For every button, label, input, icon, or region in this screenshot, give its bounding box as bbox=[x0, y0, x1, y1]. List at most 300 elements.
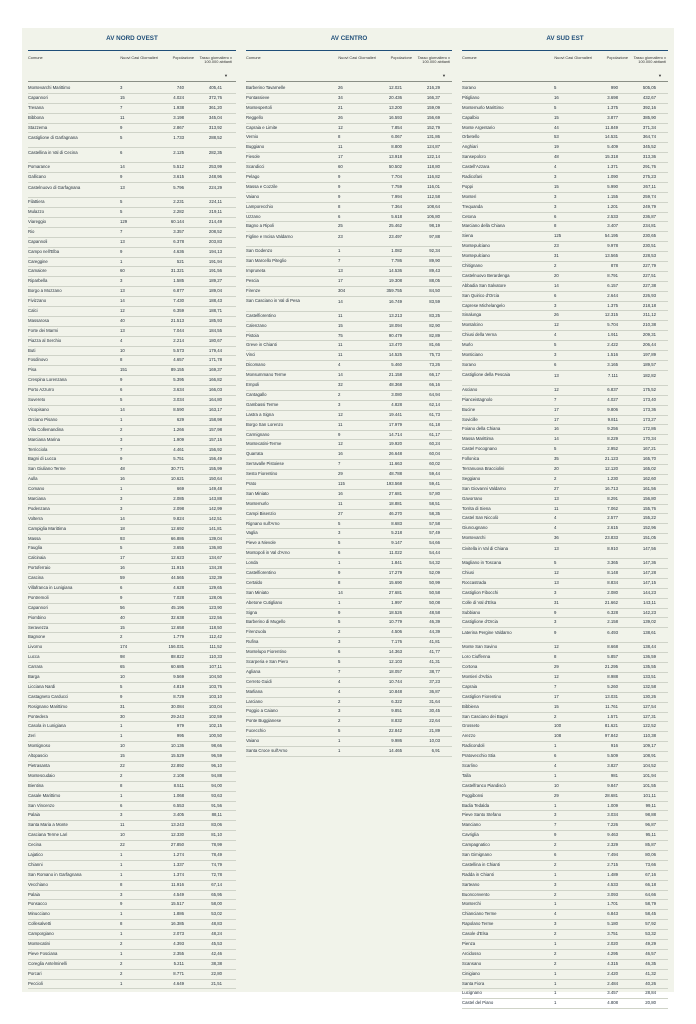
table-row[interactable] bbox=[246, 267, 452, 277]
table-row[interactable] bbox=[462, 663, 668, 673]
table-row[interactable] bbox=[462, 752, 668, 762]
table-row[interactable] bbox=[462, 242, 668, 252]
table-row[interactable] bbox=[462, 292, 668, 302]
table-row[interactable] bbox=[462, 514, 668, 524]
table-row[interactable] bbox=[462, 772, 668, 782]
table-row[interactable] bbox=[246, 371, 452, 381]
table-row[interactable] bbox=[462, 272, 668, 282]
table-row[interactable] bbox=[28, 173, 236, 183]
table-row[interactable] bbox=[28, 133, 236, 148]
table-row[interactable] bbox=[28, 356, 236, 366]
table-row[interactable] bbox=[28, 604, 236, 614]
table-row[interactable] bbox=[462, 406, 668, 416]
table-row[interactable] bbox=[28, 406, 236, 416]
table-row[interactable] bbox=[28, 564, 236, 574]
table-row[interactable] bbox=[28, 594, 236, 604]
table-row[interactable] bbox=[462, 579, 668, 589]
table-row[interactable] bbox=[28, 94, 236, 104]
table-row[interactable] bbox=[246, 589, 452, 599]
table-row[interactable] bbox=[462, 673, 668, 683]
cell-comune: Bagno a Ripoli bbox=[246, 223, 274, 229]
table-row[interactable] bbox=[246, 104, 452, 114]
table-row[interactable] bbox=[462, 495, 668, 505]
table-row[interactable] bbox=[246, 688, 452, 698]
table-row[interactable] bbox=[246, 401, 452, 411]
sort-desc-icon[interactable]: ▼ bbox=[658, 73, 662, 78]
table-row[interactable] bbox=[28, 574, 236, 584]
table-row[interactable] bbox=[28, 703, 236, 713]
table-row[interactable] bbox=[28, 792, 236, 802]
table-row[interactable] bbox=[246, 94, 452, 104]
table-row[interactable] bbox=[462, 960, 668, 970]
table-row[interactable] bbox=[28, 900, 236, 910]
cell-popolazione: 9.851 bbox=[391, 708, 402, 714]
table-row[interactable] bbox=[28, 396, 236, 406]
table-row[interactable] bbox=[246, 460, 452, 470]
table-row[interactable] bbox=[28, 218, 236, 228]
table-row[interactable] bbox=[462, 485, 668, 495]
cell-tasso: 171,78 bbox=[208, 357, 222, 363]
table-row[interactable] bbox=[246, 678, 452, 688]
table-row[interactable] bbox=[28, 366, 236, 376]
table-row[interactable] bbox=[462, 445, 668, 455]
table-row[interactable] bbox=[462, 94, 668, 104]
table-row[interactable] bbox=[246, 351, 452, 361]
table-row[interactable] bbox=[462, 821, 668, 831]
table-row[interactable] bbox=[462, 831, 668, 841]
table-row[interactable] bbox=[28, 693, 236, 703]
table-row[interactable] bbox=[462, 693, 668, 703]
table-row[interactable] bbox=[28, 475, 236, 485]
table-row[interactable] bbox=[246, 257, 452, 267]
table-row[interactable] bbox=[246, 222, 452, 232]
table-row[interactable] bbox=[462, 173, 668, 183]
cell-nuovi-casi: 12 bbox=[338, 441, 343, 447]
table-row[interactable] bbox=[28, 386, 236, 396]
table-row[interactable] bbox=[28, 183, 236, 198]
table-row[interactable] bbox=[246, 727, 452, 737]
table-row[interactable] bbox=[462, 653, 668, 663]
table-row[interactable] bbox=[246, 232, 452, 247]
table-row[interactable] bbox=[246, 648, 452, 658]
cell-popolazione: 8.791 bbox=[607, 272, 618, 278]
table-row[interactable] bbox=[462, 163, 668, 173]
table-row[interactable] bbox=[462, 524, 668, 534]
table-row[interactable] bbox=[246, 247, 452, 257]
table-row[interactable] bbox=[246, 193, 452, 203]
table-row[interactable] bbox=[246, 361, 452, 371]
table-row[interactable] bbox=[462, 881, 668, 891]
table-row[interactable] bbox=[462, 792, 668, 802]
table-row[interactable] bbox=[462, 351, 668, 361]
table-row[interactable] bbox=[28, 376, 236, 386]
table-row[interactable] bbox=[246, 391, 452, 401]
table-row[interactable] bbox=[28, 624, 236, 634]
table-row[interactable] bbox=[462, 252, 668, 262]
table-row[interactable] bbox=[246, 332, 452, 342]
table-row[interactable] bbox=[246, 312, 452, 322]
table-row[interactable] bbox=[28, 258, 236, 268]
table-row[interactable] bbox=[462, 425, 668, 435]
table-row[interactable] bbox=[462, 891, 668, 901]
cell-popolazione: 7.176 bbox=[391, 639, 402, 645]
table-row[interactable] bbox=[28, 861, 236, 871]
cell-popolazione: 21.662 bbox=[604, 599, 618, 605]
table-row[interactable] bbox=[246, 287, 452, 297]
table-row[interactable] bbox=[462, 732, 668, 742]
table-row[interactable] bbox=[462, 643, 668, 653]
cell-nuovi-casi: 17 bbox=[338, 278, 343, 284]
table-row[interactable] bbox=[28, 851, 236, 861]
cell-comune: Marciano della Chiana bbox=[462, 223, 505, 229]
cell-tasso: 45,53 bbox=[211, 941, 222, 947]
table-row[interactable] bbox=[246, 707, 452, 717]
sort-desc-icon[interactable]: ▼ bbox=[442, 73, 446, 78]
table-row[interactable] bbox=[28, 970, 236, 980]
cell-tasso: 78,49 bbox=[211, 852, 222, 858]
table-row[interactable] bbox=[462, 851, 668, 861]
cell-tasso: 28,84 bbox=[645, 990, 656, 996]
table-row[interactable] bbox=[462, 213, 668, 223]
table-row[interactable] bbox=[462, 861, 668, 871]
table-row[interactable] bbox=[462, 742, 668, 752]
table-row[interactable] bbox=[28, 426, 236, 436]
table-row[interactable] bbox=[246, 628, 452, 638]
table-row[interactable] bbox=[246, 737, 452, 747]
table-row[interactable] bbox=[462, 569, 668, 579]
table-row[interactable] bbox=[462, 989, 668, 999]
table-row[interactable] bbox=[462, 841, 668, 851]
table-row[interactable] bbox=[28, 821, 236, 831]
table-row[interactable] bbox=[246, 450, 452, 460]
cell-popolazione: 13.031 bbox=[604, 693, 618, 699]
table-row[interactable] bbox=[28, 742, 236, 752]
table-row[interactable] bbox=[462, 193, 668, 203]
table-row[interactable] bbox=[462, 802, 668, 812]
cell-nuovi-casi: 13 bbox=[554, 579, 559, 585]
table-row[interactable] bbox=[462, 940, 668, 950]
table-row[interactable] bbox=[28, 455, 236, 465]
table-row[interactable] bbox=[28, 614, 236, 624]
table-row[interactable] bbox=[462, 262, 668, 272]
table-row[interactable] bbox=[28, 228, 236, 238]
cell-comune: Montieri d'Arbia bbox=[462, 673, 492, 679]
table-row[interactable] bbox=[462, 465, 668, 475]
table-row[interactable] bbox=[28, 881, 236, 891]
cell-popolazione: 2.577 bbox=[607, 515, 618, 521]
table-row[interactable] bbox=[462, 900, 668, 910]
table-row[interactable] bbox=[246, 569, 452, 579]
table-row[interactable] bbox=[246, 153, 452, 163]
table-row[interactable] bbox=[462, 222, 668, 232]
table-row[interactable] bbox=[462, 203, 668, 213]
table-row[interactable] bbox=[246, 668, 452, 678]
table-row[interactable] bbox=[462, 722, 668, 732]
table-row[interactable] bbox=[28, 920, 236, 930]
table-row[interactable] bbox=[28, 148, 236, 163]
table-row[interactable] bbox=[246, 520, 452, 530]
table-row[interactable] bbox=[462, 475, 668, 485]
cell-nuovi-casi: 5 bbox=[554, 104, 557, 110]
table-row[interactable] bbox=[462, 84, 668, 94]
table-row[interactable] bbox=[462, 435, 668, 445]
cell-tasso: 152,79 bbox=[426, 124, 440, 130]
table-row[interactable] bbox=[28, 114, 236, 124]
table-row[interactable] bbox=[246, 143, 452, 153]
table-row[interactable] bbox=[462, 950, 668, 960]
table-row[interactable] bbox=[28, 124, 236, 134]
table-row[interactable] bbox=[246, 213, 452, 223]
table-row[interactable] bbox=[462, 114, 668, 124]
table-row[interactable] bbox=[28, 930, 236, 940]
table-row[interactable] bbox=[28, 673, 236, 683]
table-row[interactable] bbox=[246, 529, 452, 539]
table-row[interactable] bbox=[28, 663, 236, 673]
cell-nuovi-casi: 11 bbox=[338, 312, 343, 318]
cell-nuovi-casi: 4 bbox=[338, 678, 341, 684]
table-row[interactable] bbox=[28, 841, 236, 851]
table-row[interactable] bbox=[28, 248, 236, 258]
table-row[interactable] bbox=[462, 416, 668, 426]
cell-popolazione: 17.279 bbox=[388, 569, 402, 575]
table-row[interactable] bbox=[28, 831, 236, 841]
table-row[interactable] bbox=[28, 327, 236, 337]
table-row[interactable] bbox=[462, 133, 668, 143]
table-row[interactable] bbox=[246, 277, 452, 287]
cell-nuovi-casi: 7 bbox=[338, 258, 341, 264]
table-row[interactable] bbox=[28, 465, 236, 475]
table-row[interactable] bbox=[462, 980, 668, 990]
table-row[interactable] bbox=[246, 133, 452, 143]
table-row[interactable] bbox=[246, 203, 452, 213]
table-row[interactable] bbox=[462, 104, 668, 114]
table-row[interactable] bbox=[28, 950, 236, 960]
table-row[interactable] bbox=[462, 361, 668, 371]
table-row[interactable] bbox=[28, 811, 236, 821]
table-row[interactable] bbox=[462, 920, 668, 930]
table-row[interactable] bbox=[246, 114, 452, 124]
table-row[interactable] bbox=[462, 143, 668, 153]
cell-tasso: 46,39 bbox=[429, 619, 440, 625]
table-row[interactable] bbox=[246, 124, 452, 134]
cell-comune: San Romano in Garfagnana bbox=[28, 871, 82, 877]
table-row[interactable] bbox=[462, 871, 668, 881]
table-row[interactable] bbox=[246, 658, 452, 668]
table-row[interactable] bbox=[246, 440, 452, 450]
cell-nuovi-casi: 13 bbox=[554, 372, 559, 378]
table-row[interactable] bbox=[246, 341, 452, 351]
table-row[interactable] bbox=[28, 643, 236, 653]
table-row[interactable] bbox=[462, 599, 668, 609]
table-row[interactable] bbox=[462, 703, 668, 713]
table-row[interactable] bbox=[28, 544, 236, 554]
table-row[interactable] bbox=[462, 713, 668, 723]
table-row[interactable] bbox=[462, 618, 668, 628]
table-row[interactable] bbox=[246, 539, 452, 549]
table-row[interactable] bbox=[28, 505, 236, 515]
cell-tasso: 189,57 bbox=[642, 361, 656, 367]
table-row[interactable] bbox=[28, 940, 236, 950]
cell-nuovi-casi: 35 bbox=[554, 456, 559, 462]
table-row[interactable] bbox=[246, 297, 452, 312]
table-row[interactable] bbox=[462, 589, 668, 599]
table-row[interactable] bbox=[28, 960, 236, 970]
table-row[interactable] bbox=[246, 84, 452, 94]
table-row[interactable] bbox=[462, 609, 668, 619]
table-row[interactable] bbox=[462, 811, 668, 821]
table-row[interactable] bbox=[462, 153, 668, 163]
table-row[interactable] bbox=[246, 500, 452, 510]
cell-tasso: 155,22 bbox=[642, 515, 656, 521]
table-row[interactable] bbox=[462, 232, 668, 242]
table-row[interactable] bbox=[28, 762, 236, 772]
table-row[interactable] bbox=[462, 341, 668, 351]
table-row[interactable] bbox=[28, 495, 236, 505]
cell-nuovi-casi: 22 bbox=[120, 763, 125, 768]
table-row[interactable] bbox=[246, 510, 452, 520]
cell-popolazione: 21.158 bbox=[388, 372, 402, 378]
table-row[interactable] bbox=[246, 480, 452, 490]
table-row[interactable] bbox=[28, 347, 236, 357]
table-row[interactable] bbox=[28, 446, 236, 456]
sort-desc-icon[interactable]: ▼ bbox=[224, 73, 228, 78]
table-row[interactable] bbox=[246, 421, 452, 431]
table-row[interactable] bbox=[462, 282, 668, 292]
table-row[interactable] bbox=[462, 124, 668, 134]
cell-comune: San Godenzo bbox=[246, 248, 273, 254]
table-row[interactable] bbox=[462, 386, 668, 396]
table-row[interactable] bbox=[462, 455, 668, 465]
table-row[interactable] bbox=[28, 653, 236, 663]
table-row[interactable] bbox=[246, 609, 452, 619]
cell-tasso: 41,32 bbox=[645, 970, 656, 976]
table-row[interactable] bbox=[246, 747, 452, 757]
table-row[interactable] bbox=[462, 762, 668, 772]
table-row[interactable] bbox=[246, 173, 452, 183]
table-row[interactable] bbox=[462, 331, 668, 341]
table-row[interactable] bbox=[28, 772, 236, 782]
table-row[interactable] bbox=[28, 732, 236, 742]
table-row[interactable] bbox=[28, 198, 236, 208]
table-row[interactable] bbox=[28, 297, 236, 307]
table-row[interactable] bbox=[28, 752, 236, 762]
table-row[interactable] bbox=[28, 554, 236, 564]
table-row[interactable] bbox=[246, 717, 452, 727]
cell-tasso: 157,15 bbox=[208, 436, 222, 442]
table-row[interactable] bbox=[462, 534, 668, 544]
header-comune: Comune bbox=[28, 55, 43, 60]
table-row[interactable] bbox=[462, 321, 668, 331]
table-row[interactable] bbox=[28, 337, 236, 347]
cell-comune: Santa Fiora bbox=[462, 980, 485, 986]
table-row[interactable] bbox=[462, 782, 668, 792]
table-row[interactable] bbox=[246, 431, 452, 441]
table-row[interactable] bbox=[246, 599, 452, 609]
table-row[interactable] bbox=[462, 683, 668, 693]
table-row[interactable] bbox=[462, 910, 668, 920]
table-row[interactable] bbox=[28, 980, 236, 990]
table-row[interactable] bbox=[28, 535, 236, 545]
table-row[interactable] bbox=[28, 713, 236, 723]
cell-popolazione: 9.569 bbox=[173, 673, 184, 679]
cell-popolazione: 97.842 bbox=[604, 733, 618, 739]
table-row[interactable] bbox=[28, 208, 236, 218]
cell-nuovi-casi: 1 bbox=[554, 990, 557, 996]
cell-nuovi-casi: 9 bbox=[554, 630, 557, 636]
table-row[interactable] bbox=[246, 559, 452, 569]
table-row[interactable] bbox=[462, 311, 668, 321]
table-row[interactable] bbox=[28, 307, 236, 317]
table-row[interactable] bbox=[28, 584, 236, 594]
table-row[interactable] bbox=[246, 322, 452, 332]
table-row[interactable] bbox=[462, 970, 668, 980]
table-row[interactable] bbox=[246, 698, 452, 708]
table-row[interactable] bbox=[462, 930, 668, 940]
table-row[interactable] bbox=[462, 371, 668, 386]
table-row[interactable] bbox=[28, 891, 236, 901]
table-row[interactable] bbox=[462, 183, 668, 193]
table-row[interactable] bbox=[28, 633, 236, 643]
cell-comune: Calcinaia bbox=[28, 555, 46, 561]
cell-comune: Mulazzo bbox=[28, 209, 45, 215]
table-row[interactable] bbox=[462, 396, 668, 406]
table-row[interactable] bbox=[28, 782, 236, 792]
table-row[interactable] bbox=[246, 638, 452, 648]
table-row[interactable] bbox=[28, 802, 236, 812]
table-row[interactable] bbox=[28, 317, 236, 327]
table-row[interactable] bbox=[462, 628, 668, 643]
table-row[interactable] bbox=[28, 267, 236, 277]
table-row[interactable] bbox=[246, 163, 452, 173]
table-row[interactable] bbox=[28, 436, 236, 446]
cell-comune: Porto Azzurro bbox=[28, 387, 55, 393]
table-row[interactable] bbox=[28, 416, 236, 426]
table-row[interactable] bbox=[462, 544, 668, 559]
table-row[interactable] bbox=[28, 287, 236, 297]
table-row[interactable] bbox=[246, 381, 452, 391]
cell-tasso: 54,44 bbox=[429, 550, 440, 556]
table-row[interactable] bbox=[246, 470, 452, 480]
table-row[interactable] bbox=[246, 549, 452, 559]
table-row[interactable] bbox=[462, 505, 668, 515]
table-row[interactable] bbox=[246, 490, 452, 500]
table-row[interactable] bbox=[246, 618, 452, 628]
table-row[interactable] bbox=[28, 238, 236, 248]
cell-comune: Pelago bbox=[246, 174, 260, 180]
table-row[interactable] bbox=[462, 302, 668, 312]
table-row[interactable] bbox=[28, 722, 236, 732]
cell-nuovi-casi: 31 bbox=[554, 253, 559, 259]
cell-comune: San Giovanni Valdarno bbox=[462, 485, 506, 491]
table-row[interactable] bbox=[246, 579, 452, 589]
table-row[interactable] bbox=[28, 525, 236, 535]
table-row[interactable] bbox=[246, 183, 452, 193]
table-row[interactable] bbox=[462, 999, 668, 1009]
table-row[interactable] bbox=[246, 411, 452, 421]
table-row[interactable] bbox=[462, 559, 668, 569]
table-row[interactable] bbox=[28, 104, 236, 114]
table-row[interactable] bbox=[28, 871, 236, 881]
table-row[interactable] bbox=[28, 163, 236, 173]
cell-tasso: 122,14 bbox=[426, 154, 440, 160]
table-row[interactable] bbox=[28, 515, 236, 525]
table-row[interactable] bbox=[28, 485, 236, 495]
cell-nuovi-casi: 3 bbox=[554, 203, 557, 209]
table-row[interactable] bbox=[28, 84, 236, 94]
table-row[interactable] bbox=[28, 277, 236, 287]
table-row[interactable] bbox=[28, 683, 236, 693]
table-row[interactable] bbox=[28, 910, 236, 920]
